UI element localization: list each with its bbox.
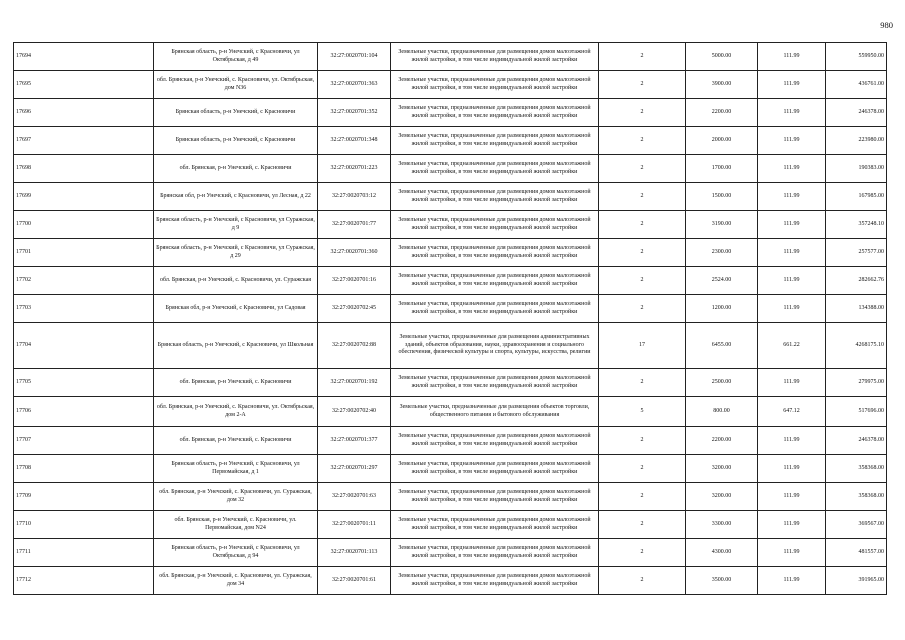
permitted-use-cell: Земельные участки, предназначенные для размещения домов малоэтажной жилой застройки, в том числе индивидуальной жилой застройки xyxy=(391,511,599,539)
cadastral-number-cell: 32:27:0020701:297 xyxy=(318,455,391,483)
table-row xyxy=(14,511,887,539)
specific-value-cell: 111.99 xyxy=(758,567,826,595)
cadastral-value-cell: 357248.10 xyxy=(826,211,887,239)
cadastral-value-cell: 517696.00 xyxy=(826,397,887,427)
parcel-area-cell: 800.00 xyxy=(686,397,758,427)
record-number-cell: 17700 xyxy=(14,211,154,239)
cadastral-number-cell: 32:27:0020701:363 xyxy=(318,71,391,99)
parcel-address-cell: обл. Брянская, р-н Унечский, с. Красновичи, ул. Первомайская, дом N24 xyxy=(154,511,318,539)
use-category-cell: 2 xyxy=(599,483,686,511)
permitted-use-cell: Земельные участки, предназначенные для размещения домов малоэтажной жилой застройки, в том числе индивидуальной жилой застройки xyxy=(391,155,599,183)
specific-value-cell: 111.99 xyxy=(758,239,826,267)
parcel-address-cell: обл. Брянская, р-н Унечский, с. Красновичи xyxy=(154,427,318,455)
permitted-use-cell: Земельные участки, предназначенные для размещения домов малоэтажной жилой застройки, в том числе индивидуальной жилой застройки xyxy=(391,455,599,483)
specific-value-cell: 111.99 xyxy=(758,369,826,397)
specific-value-cell: 111.99 xyxy=(758,483,826,511)
cadastral-number-cell: 32:27:0020701:61 xyxy=(318,567,391,595)
parcel-area-cell: 1700.00 xyxy=(686,155,758,183)
cadastral-value-cell: 167985.00 xyxy=(826,183,887,211)
cadastral-number-cell: 32:27:0020701:352 xyxy=(318,99,391,127)
use-category-cell: 2 xyxy=(599,511,686,539)
cadastral-number-cell: 32:27:0020701:192 xyxy=(318,369,391,397)
use-category-cell: 2 xyxy=(599,127,686,155)
specific-value-cell: 647.12 xyxy=(758,397,826,427)
permitted-use-cell: Земельные участки, предназначенные для размещения домов малоэтажной жилой застройки, в том числе индивидуальной жилой застройки xyxy=(391,427,599,455)
table-row xyxy=(14,99,887,127)
cadastral-value-cell: 358368.00 xyxy=(826,483,887,511)
parcel-address-cell: Брянская область, р-н Унечский, с Красновичи, ул Школьная xyxy=(154,323,318,369)
record-number-cell: 17709 xyxy=(14,483,154,511)
permitted-use-cell: Земельные участки, предназначенные для размещения домов малоэтажной жилой застройки, в том числе индивидуальной жилой застройки xyxy=(391,267,599,295)
table-row xyxy=(14,483,887,511)
parcel-address-cell: обл. Брянская, р-н Унечский, с. Красновичи xyxy=(154,155,318,183)
use-category-cell: 2 xyxy=(599,183,686,211)
table-row xyxy=(14,43,887,71)
specific-value-cell: 111.99 xyxy=(758,427,826,455)
parcel-area-cell: 1200.00 xyxy=(686,295,758,323)
cadastral-number-cell: 32:27:0020701:11 xyxy=(318,511,391,539)
record-number-cell: 17710 xyxy=(14,511,154,539)
record-number-cell: 17708 xyxy=(14,455,154,483)
table-row xyxy=(14,295,887,323)
page-number: 980 xyxy=(880,20,893,30)
parcel-address-cell: Брянская область, р-н Унечский, с Красновичи, ул Суражская, д 9 xyxy=(154,211,318,239)
table-row xyxy=(14,539,887,567)
use-category-cell: 2 xyxy=(599,295,686,323)
cadastral-value-cell: 257577.00 xyxy=(826,239,887,267)
cadastral-number-cell: 32:27:0020701:360 xyxy=(318,239,391,267)
permitted-use-cell: Земельные участки, предназначенные для размещения домов малоэтажной жилой застройки, в том числе индивидуальной жилой застройки xyxy=(391,369,599,397)
use-category-cell: 17 xyxy=(599,323,686,369)
cadastral-number-cell: 32:27:0020701:16 xyxy=(318,267,391,295)
table-row xyxy=(14,183,887,211)
use-category-cell: 2 xyxy=(599,155,686,183)
permitted-use-cell: Земельные участки, предназначенные для размещения домов малоэтажной жилой застройки, в том числе индивидуальной жилой застройки xyxy=(391,127,599,155)
cadastral-value-cell: 223980.00 xyxy=(826,127,887,155)
parcel-area-cell: 1500.00 xyxy=(686,183,758,211)
permitted-use-cell: Земельные участки, предназначенные для размещения домов малоэтажной жилой застройки, в том числе индивидуальной жилой застройки xyxy=(391,211,599,239)
parcel-address-cell: Брянская область, р-н Унечский, с Красновичи, ул Суражская, д 29 xyxy=(154,239,318,267)
permitted-use-cell: Земельные участки, предназначенные для размещения домов малоэтажной жилой застройки, в том числе индивидуальной жилой застройки xyxy=(391,295,599,323)
table-row xyxy=(14,71,887,99)
cadastral-number-cell: 32:27:0020701:348 xyxy=(318,127,391,155)
cadastral-value-cell: 134388.00 xyxy=(826,295,887,323)
use-category-cell: 2 xyxy=(599,99,686,127)
cadastral-number-cell: 32:27:0020701:113 xyxy=(318,539,391,567)
cadastral-value-cell: 246378.00 xyxy=(826,427,887,455)
permitted-use-cell: Земельные участки, предназначенные для размещения домов малоэтажной жилой застройки, в том числе индивидуальной жилой застройки xyxy=(391,99,599,127)
use-category-cell: 2 xyxy=(599,71,686,99)
use-category-cell: 2 xyxy=(599,427,686,455)
cadastral-value-cell: 369567.00 xyxy=(826,511,887,539)
parcel-area-cell: 3300.00 xyxy=(686,511,758,539)
specific-value-cell: 111.99 xyxy=(758,71,826,99)
specific-value-cell: 111.99 xyxy=(758,43,826,71)
cadastral-value-cell: 559950.00 xyxy=(826,43,887,71)
parcel-address-cell: Брянская область, р-н Унечский, с Красновичи, ул Первомайская, д 1 xyxy=(154,455,318,483)
permitted-use-cell: Земельные участки, предназначенные для размещения домов малоэтажной жилой застройки, в том числе индивидуальной жилой застройки xyxy=(391,483,599,511)
permitted-use-cell: Земельные участки, предназначенные для размещения административных зданий, объектов образования, науки, здравоохранения и социального обеспечения, физической культуры и спорта, культуры, искусства, религии xyxy=(391,323,599,369)
use-category-cell: 2 xyxy=(599,539,686,567)
parcel-area-cell: 3200.00 xyxy=(686,483,758,511)
record-number-cell: 17706 xyxy=(14,397,154,427)
cadastral-value-cell: 282662.76 xyxy=(826,267,887,295)
table-row xyxy=(14,211,887,239)
record-number-cell: 17703 xyxy=(14,295,154,323)
parcel-area-cell: 4300.00 xyxy=(686,539,758,567)
record-number-cell: 17696 xyxy=(14,99,154,127)
cadastral-number-cell: 32:27:0020702:45 xyxy=(318,295,391,323)
parcel-address-cell: обл. Брянская, р-н Унечский, с. Красновичи xyxy=(154,369,318,397)
record-number-cell: 17702 xyxy=(14,267,154,295)
specific-value-cell: 111.99 xyxy=(758,183,826,211)
record-number-cell: 17701 xyxy=(14,239,154,267)
specific-value-cell: 111.99 xyxy=(758,539,826,567)
table-row xyxy=(14,127,887,155)
parcel-address-cell: обл. Брянская, р-н Унечский, с. Красновичи, ул. Октябрьская, дом N36 xyxy=(154,71,318,99)
parcel-address-cell: обл. Брянская, р-н Унечский, с. Красновичи, ул. Суражская, дом 32 xyxy=(154,483,318,511)
cadastral-value-cell: 4268175.10 xyxy=(826,323,887,369)
parcel-address-cell: Брянская обл, р-н Унечский, с Красновичи, ул Садовая xyxy=(154,295,318,323)
parcel-area-cell: 2524.00 xyxy=(686,267,758,295)
table-row xyxy=(14,455,887,483)
permitted-use-cell: Земельные участки, предназначенные для размещения домов малоэтажной жилой застройки, в том числе индивидуальной жилой застройки xyxy=(391,239,599,267)
record-number-cell: 17707 xyxy=(14,427,154,455)
cadastral-number-cell: 32:27:0020701:77 xyxy=(318,211,391,239)
table-row xyxy=(14,239,887,267)
permitted-use-cell: Земельные участки, предназначенные для размещения домов малоэтажной жилой застройки, в том числе индивидуальной жилой застройки xyxy=(391,539,599,567)
permitted-use-cell: Земельные участки, предназначенные для размещения домов малоэтажной жилой застройки, в том числе индивидуальной жилой застройки xyxy=(391,71,599,99)
use-category-cell: 2 xyxy=(599,369,686,397)
cadastral-value-cell: 190383.00 xyxy=(826,155,887,183)
record-number-cell: 17697 xyxy=(14,127,154,155)
table-row xyxy=(14,323,887,369)
use-category-cell: 5 xyxy=(599,397,686,427)
parcel-area-cell: 3200.00 xyxy=(686,455,758,483)
parcel-area-cell: 3900.00 xyxy=(686,71,758,99)
table-row xyxy=(14,567,887,595)
record-number-cell: 17694 xyxy=(14,43,154,71)
parcel-address-cell: Брянская обл, р-н Унечский, с Красновичи, ул Лесная, д 22 xyxy=(154,183,318,211)
specific-value-cell: 111.99 xyxy=(758,99,826,127)
cadastral-number-cell: 32:27:0020702:40 xyxy=(318,397,391,427)
record-number-cell: 17712 xyxy=(14,567,154,595)
permitted-use-cell: Земельные участки, предназначенные для размещения домов малоэтажной жилой застройки, в том числе индивидуальной жилой застройки xyxy=(391,43,599,71)
specific-value-cell: 111.99 xyxy=(758,295,826,323)
use-category-cell: 2 xyxy=(599,43,686,71)
specific-value-cell: 111.99 xyxy=(758,155,826,183)
parcel-area-cell: 2200.00 xyxy=(686,99,758,127)
specific-value-cell: 111.99 xyxy=(758,511,826,539)
parcel-address-cell: обл. Брянская, р-н Унечский, с. Красновичи, ул. Суражская, дом 34 xyxy=(154,567,318,595)
parcel-address-cell: Брянская область, р-н Унечский, с Красновичи, ул Октябрьская, д 49 xyxy=(154,43,318,71)
specific-value-cell: 111.99 xyxy=(758,267,826,295)
specific-value-cell: 661.22 xyxy=(758,323,826,369)
use-category-cell: 2 xyxy=(599,567,686,595)
record-number-cell: 17695 xyxy=(14,71,154,99)
use-category-cell: 2 xyxy=(599,239,686,267)
table-row xyxy=(14,397,887,427)
cadastral-number-cell: 32:27:0020701:104 xyxy=(318,43,391,71)
table-row xyxy=(14,369,887,397)
specific-value-cell: 111.99 xyxy=(758,211,826,239)
record-number-cell: 17699 xyxy=(14,183,154,211)
parcel-area-cell: 2200.00 xyxy=(686,427,758,455)
parcel-address-cell: Брянская область, р-н Унечский, с Красновичи xyxy=(154,99,318,127)
parcel-area-cell: 3190.00 xyxy=(686,211,758,239)
record-number-cell: 17711 xyxy=(14,539,154,567)
land-registry-table xyxy=(13,42,887,595)
specific-value-cell: 111.99 xyxy=(758,127,826,155)
parcel-area-cell: 5000.00 xyxy=(686,43,758,71)
use-category-cell: 2 xyxy=(599,211,686,239)
table-row xyxy=(14,427,887,455)
cadastral-value-cell: 436761.00 xyxy=(826,71,887,99)
record-number-cell: 17698 xyxy=(14,155,154,183)
specific-value-cell: 111.99 xyxy=(758,455,826,483)
cadastral-value-cell: 358368.00 xyxy=(826,455,887,483)
cadastral-value-cell: 246378.00 xyxy=(826,99,887,127)
parcel-area-cell: 2300.00 xyxy=(686,239,758,267)
cadastral-value-cell: 279975.00 xyxy=(826,369,887,397)
parcel-area-cell: 3500.00 xyxy=(686,567,758,595)
parcel-address-cell: Брянская область, р-н Унечский, с Красновичи, ул Октябрьская, д 94 xyxy=(154,539,318,567)
parcel-address-cell: обл. Брянская, р-н Унечский, с. Красновичи, ул. Октябрьская, дом 2-А xyxy=(154,397,318,427)
cadastral-value-cell: 481557.00 xyxy=(826,539,887,567)
parcel-area-cell: 6455.00 xyxy=(686,323,758,369)
table-row xyxy=(14,267,887,295)
record-number-cell: 17705 xyxy=(14,369,154,397)
cadastral-number-cell: 32:27:0020701:63 xyxy=(318,483,391,511)
permitted-use-cell: Земельные участки, предназначенные для размещения объектов торговли, общественного питания и бытового обслуживания xyxy=(391,397,599,427)
use-category-cell: 2 xyxy=(599,267,686,295)
cadastral-number-cell: 32:27:0020701:223 xyxy=(318,155,391,183)
use-category-cell: 2 xyxy=(599,455,686,483)
cadastral-number-cell: 32:27:0020703:12 xyxy=(318,183,391,211)
parcel-area-cell: 2500.00 xyxy=(686,369,758,397)
cadastral-number-cell: 32:27:0020702:88 xyxy=(318,323,391,369)
cadastral-value-cell: 391965.00 xyxy=(826,567,887,595)
record-number-cell: 17704 xyxy=(14,323,154,369)
parcel-address-cell: Брянская область, р-н Унечский, с Красновичи xyxy=(154,127,318,155)
parcel-area-cell: 2000.00 xyxy=(686,127,758,155)
parcel-address-cell: обл. Брянская, р-н Унечский, с. Красновичи, ул. Суражская xyxy=(154,267,318,295)
cadastral-number-cell: 32:27:0020701:377 xyxy=(318,427,391,455)
permitted-use-cell: Земельные участки, предназначенные для размещения домов малоэтажной жилой застройки, в том числе индивидуальной жилой застройки xyxy=(391,567,599,595)
table-row xyxy=(14,155,887,183)
permitted-use-cell: Земельные участки, предназначенные для размещения домов малоэтажной жилой застройки, в том числе индивидуальной жилой застройки xyxy=(391,183,599,211)
table-body xyxy=(14,43,887,595)
